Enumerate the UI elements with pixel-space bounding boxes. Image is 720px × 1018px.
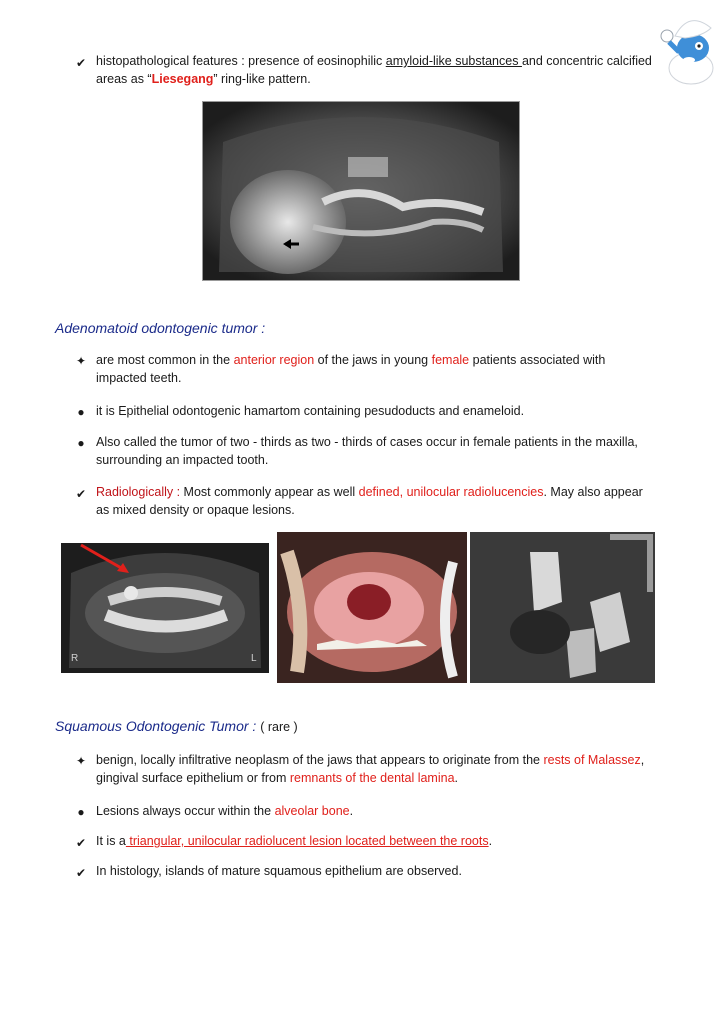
squamous-bullet-2: Lesions always occur within the alveolar bone. (96, 804, 354, 818)
adenomatoid-bullet-1: are most common in the anterior region of the jaws in young female patients associated with impacted teeth. (96, 353, 606, 385)
clinical-photo-image (277, 532, 467, 683)
checkmark-icon: ✔ (75, 836, 87, 850)
checkmark-icon: ✔ (75, 56, 87, 70)
dot-icon: ● (77, 436, 85, 450)
squamous-bullet-1: benign, locally infiltrative neoplasm of the jaws that appears to originate from the rests of Malassez, gingival surface epithelium or from remnants of the dental lamina. (96, 753, 645, 785)
dot-icon: ● (77, 805, 85, 819)
diamond-plus-icon: ✦ (75, 354, 87, 368)
section-heading-squamous: Squamous Odontogenic Tumor : ( rare ) (55, 718, 298, 734)
adenomatoid-bullet-4: Radiologically : Most commonly appear as well defined, unilocular radiolucencies. May also appear as mixed density or opaque lesions. (96, 485, 643, 517)
xray-label-r: R (71, 653, 79, 664)
checkmark-icon: ✔ (75, 866, 87, 880)
squamous-bullet-3: It is a triangular, unilocular radiolucent lesion located between the roots. (96, 834, 493, 848)
histopathology-bullet: histopathological features : presence of eosinophilic amyloid-like substances and concentric calcified areas as “Liesegang” ring-like pattern. (96, 54, 652, 86)
squamous-bullet-4: In histology, islands of mature squamous epithelium are observed. (96, 864, 462, 878)
periapical-xray-image (470, 532, 655, 683)
diamond-plus-icon: ✦ (75, 754, 87, 768)
xray-label-l: L (251, 653, 257, 664)
adenomatoid-bullet-2: it is Epithelial odontogenic hamartom containing pesudoducts and enameloid. (96, 404, 525, 418)
section-heading-adenomatoid: Adenomatoid odontogenic tumor : (55, 320, 266, 336)
dot-icon: ● (77, 405, 85, 419)
smurf-logo (655, 8, 717, 86)
checkmark-icon: ✔ (75, 487, 87, 501)
panoramic-xray-image (61, 543, 269, 673)
panoramic-xray-image (202, 101, 520, 281)
adenomatoid-bullet-3: Also called the tumor of two - thirds as two - thirds of cases occur in female patients in the maxilla, surrounding an impacted tooth. (96, 435, 638, 467)
